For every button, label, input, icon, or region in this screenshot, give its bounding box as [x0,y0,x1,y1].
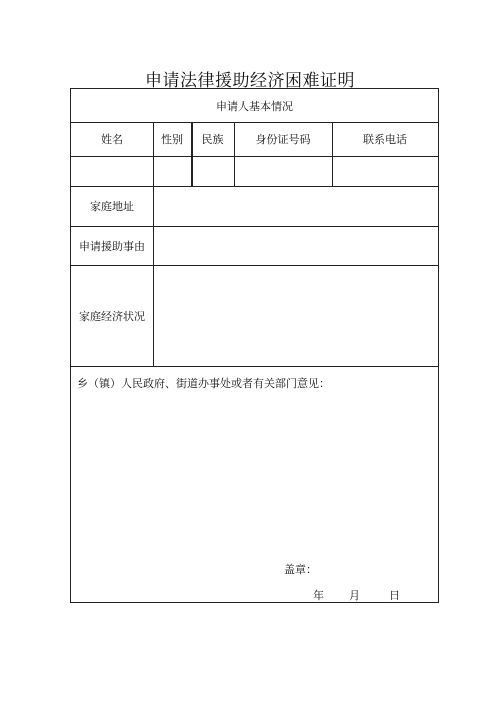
address-field[interactable] [153,186,438,226]
column-gender: 性别 [161,133,183,146]
gender-field[interactable] [153,156,191,186]
economy-field[interactable] [153,265,438,366]
date-day: 日 [389,589,400,602]
name-field[interactable] [71,156,153,186]
column-id-number: 身份证号码 [255,133,311,146]
certificate-form [70,88,439,603]
economy-label: 家庭经济状况 [79,309,145,323]
document-title: 申请法律援助经济困难证明 [145,71,355,91]
id-number-field[interactable] [234,156,332,186]
date-year: 年 [313,589,324,602]
seal-label: 盖章： [284,563,317,576]
reason-label: 申请援助事由 [79,239,145,253]
column-ethnicity: 民族 [201,133,224,146]
column-phone: 联系电话 [363,133,407,146]
opinion-label: 乡（镇）人民政府、街道办事处或者有关部门意见： [77,377,330,390]
divider [71,366,438,367]
date-month: 月 [349,589,360,602]
reason-field[interactable] [153,226,438,265]
column-name: 姓名 [101,133,123,146]
phone-field[interactable] [332,156,438,186]
section-header: 申请人基本情况 [216,99,293,113]
ethnicity-field[interactable] [191,156,234,186]
address-label: 家庭地址 [90,200,134,213]
